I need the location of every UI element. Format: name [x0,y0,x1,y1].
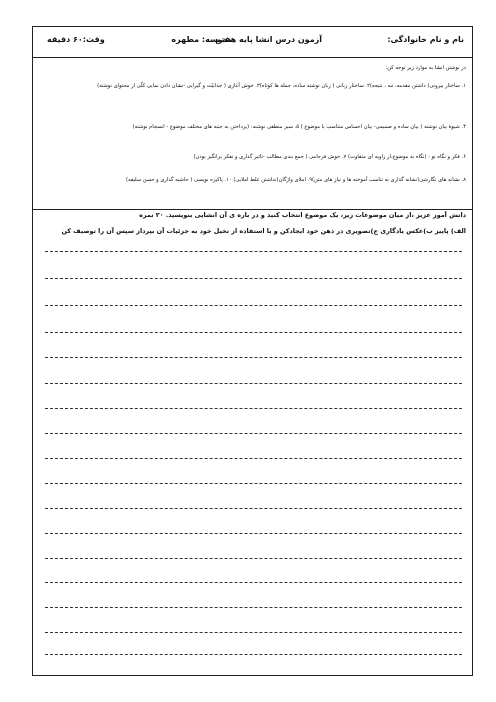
writing-line[interactable] [45,558,462,559]
exam-time: وقت:۶۰ دقیقه [47,35,105,44]
guide-item: ۶. فکر و نگاه نو : (نگاه به موضوع،از زاویه ای متفاوت) ۷. خوش فرجامی ( جمع بندی مطالب -تاثیر گذاری و تفکر برانگیز بودن) [193,154,466,160]
writing-line[interactable] [45,458,462,459]
writing-line[interactable] [45,332,462,333]
writing-line[interactable] [45,433,462,434]
task-topics: الف) پاییز ب)عکس یادگاری ج)تصویری در ذهن خود ایجادکن و با استفاده از تخیل خود به جزئیات آن بپرداز سپس آن را توصیف کن [61,227,466,235]
guide-intro: در نوشتن انشا به موارد زیر توجه کن: [385,65,466,71]
guide-item: ۸. نشانه های نگارشی(نشانه گذاری به تناسب آموخته ها و نیاز های متن)۹. املای واژگان(نداشتن غلط املایی) ۱۰. پاکیزه نویسی ( حاشیه گذاری و حسن سلیقه) [126,177,466,183]
guide-item: ۱. ساختار بیرونی( داشتن مقدمه، تنه ، نتیجه)۲. ساختار زبانی ( زبان نوشته ساده، جمله ها کوتاه)۳. خوش آغازی ( جذابیّت و گیرایی -نشان دادن نمایی کلّی از محتوای نوشته) [97,83,466,89]
writing-line[interactable] [45,357,462,358]
writing-lines [33,27,472,675]
writing-line[interactable] [45,582,462,583]
writing-line[interactable] [45,305,462,306]
school-name: مدرسه: مطهره [171,35,232,44]
guide-item: ۴. شیوۀ بیان نوشته ( بیان ساده و صمیمی- بیان احساس متناسب با موضوع ) ۵. سیر منطقی نوشته: (پرداختن به جنبه های مختلف موضوع - انسجام نوشته) [132,124,466,130]
writing-line[interactable] [45,654,462,655]
writing-line[interactable] [45,607,462,608]
student-name-label: نام و نام خانوادگی: [387,35,464,44]
exam-title: آزمون درس انشا پایه هفتم [215,35,322,44]
exam-sheet [32,26,473,676]
writing-line[interactable] [45,278,462,279]
task-instruction: دانش آموز عزیز ،از میان موضوعات زیر، یک موضوع انتخاب کنید و در باره ی آن انشایی بنویسید. ۲۰ نمره [139,211,466,219]
writing-line[interactable] [45,383,462,384]
writing-line[interactable] [45,508,462,509]
writing-line[interactable] [45,533,462,534]
writing-line[interactable] [45,632,462,633]
writing-line[interactable] [45,251,462,252]
writing-line[interactable] [45,483,462,484]
writing-line[interactable] [45,408,462,409]
